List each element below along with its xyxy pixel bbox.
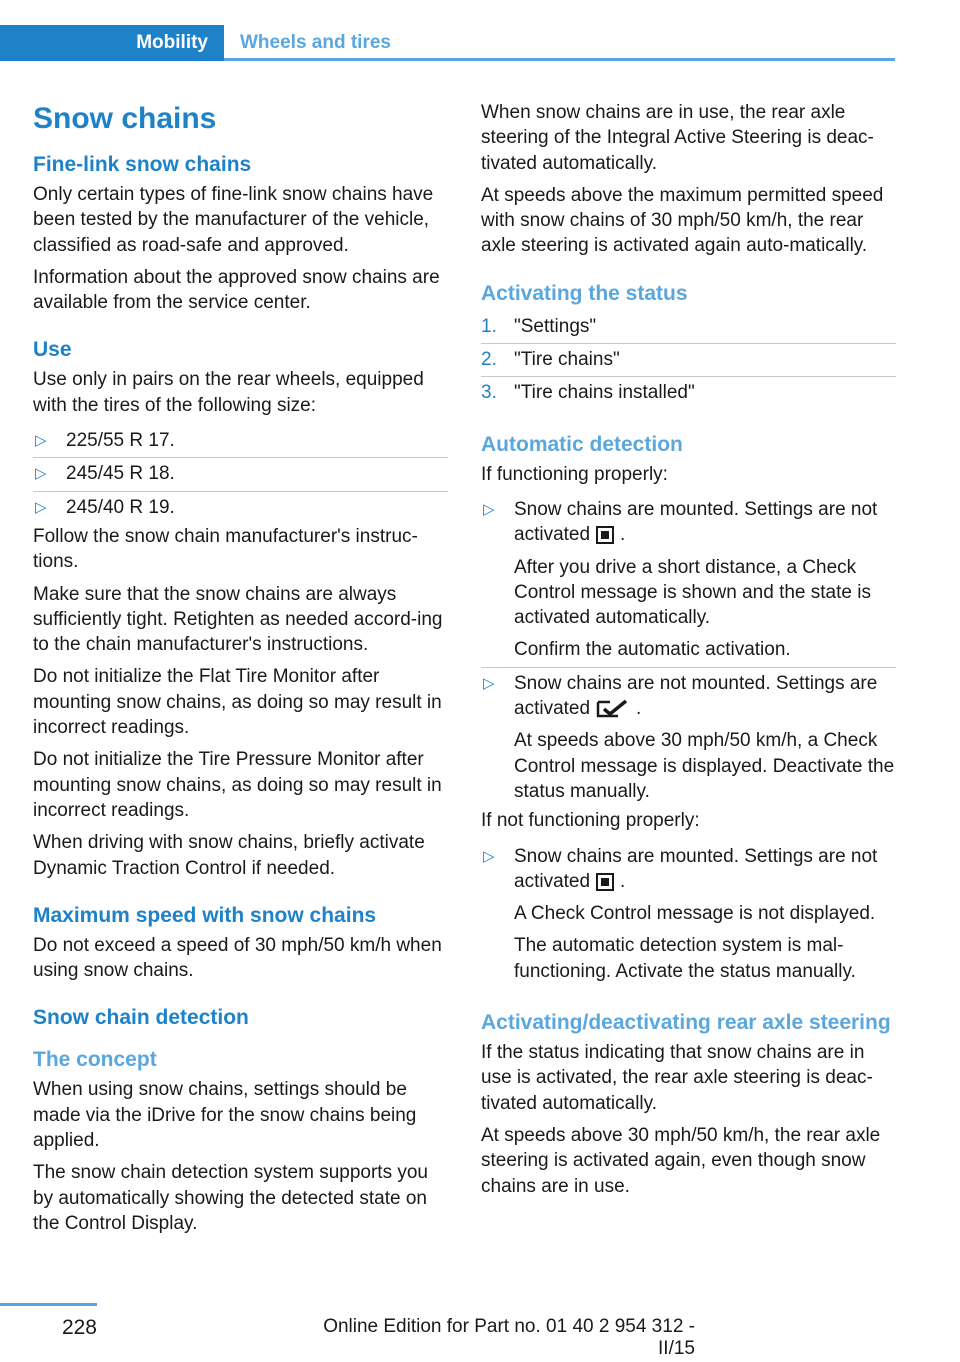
heading-rear-axle: Activating/deactivating rear axle steering [481, 1011, 891, 1035]
paragraph: The snow chain detection system supports you by automatically showing the detected state on the Control Display. [33, 1162, 428, 1234]
page-title: Snow chains [33, 102, 217, 135]
paragraph: Use only in pairs on the rear wheels, equipped with the tires of the following size: [33, 369, 424, 416]
right-column [481, 100, 896, 1206]
list-item: ▷ 225/55 R 17. [33, 425, 448, 458]
edition-footer: Online Edition for Part no. 01 40 2 954 312 - II/15 [323, 1316, 695, 1359]
list-item: ▷ 245/45 R 18. [33, 458, 448, 491]
list-item: ▷ Snow chains are mounted. Settings are not activated . After you drive a short distance, a Check Control message is shown and the state is activated automatically. Confirm the automatic activation. [481, 494, 896, 668]
paragraph: Make sure that the snow chains are always sufficiently tight. Retighten as needed accord‐ing to the chain manufacturer's instructions. [33, 583, 443, 656]
tab-mobility: Mobility [0, 25, 224, 61]
paragraph: Follow the snow chain manufacturer's instruc‐tions. [33, 525, 418, 573]
paragraph: At speeds above 30 mph/50 km/h, the rear axle steering is activated again, even though snow chains are in use. [481, 1124, 881, 1197]
page-number-rule [0, 1303, 97, 1306]
checkbox-unchecked-icon [596, 526, 614, 544]
paragraph: If functioning properly: [481, 463, 668, 485]
paragraph: If the status indicating that snow chains are in use is activated, the rear axle steering is deac‐tivated automatically. [481, 1042, 873, 1114]
heading-automatic-detection: Automatic detection [481, 432, 683, 456]
left-column [33, 100, 448, 1243]
triangle-right-icon: ▷ [483, 500, 495, 518]
paragraph: Do not initialize the Flat Tire Monitor after mounting snow chains, as doing so may result in incorrect readings. [33, 666, 442, 739]
triangle-right-icon: ▷ [35, 432, 47, 450]
paragraph: Information about the approved snow chains are available from the service center. [33, 266, 440, 314]
paragraph: Only certain types of fine-link snow chains have been tested by the manufacturer of the vehicle, classified as road-safe and approved. [33, 184, 434, 256]
heading-use: Use [33, 338, 72, 362]
tire-size-list [33, 425, 448, 524]
triangle-right-icon: ▷ [35, 498, 47, 516]
step-item: 2. "Tire chains" [481, 344, 896, 377]
page-number: 228 [61, 1316, 97, 1339]
list-item: ▷ 245/40 R 19. [33, 492, 448, 524]
list-item: ▷ Snow chains are mounted. Settings are not activated . A Check Control message is not displayed. The automatic detection system is mal‐functioning. Activate the status manually. [483, 845, 878, 982]
header-rule [224, 58, 895, 61]
step-item: 3. "Tire chains installed" [481, 382, 695, 404]
paragraph: Do not initialize the Tire Pressure Monitor after mounting snow chains, as doing so may result in incorrect readings. [33, 749, 442, 821]
heading-concept: The concept [33, 1048, 157, 1072]
triangle-right-icon: ▷ [35, 465, 47, 483]
triangle-right-icon: ▷ [483, 674, 495, 692]
heading-detection: Snow chain detection [33, 1006, 249, 1030]
ok-list [481, 494, 896, 808]
heading-fine-link: Fine-link snow chains [33, 153, 252, 176]
header-tabbar [0, 25, 895, 61]
heading-activating: Activating the status [481, 281, 688, 305]
steps-list [481, 311, 896, 410]
paragraph: When driving with snow chains, briefly activate Dynamic Traction Control if needed. [33, 832, 425, 879]
step-item: 1. "Settings" [481, 311, 896, 344]
heading-max-speed: Maximum speed with snow chains [33, 903, 377, 927]
fail-list [481, 841, 896, 988]
checkbox-checked-icon [596, 699, 630, 719]
paragraph: Do not exceed a speed of 30 mph/50 km/h when using snow chains. [33, 934, 442, 982]
paragraph: At speeds above the maximum permitted speed with snow chains of 30 mph/50 km/h, the rear axle steering is activated again auto‐matically. [481, 184, 884, 257]
checkbox-unchecked-icon [596, 873, 614, 891]
paragraph: When snow chains are in use, the rear axle steering of the Integral Active Steering is deac‐tivated automatically. [481, 102, 874, 174]
tab-wheels-and-tires: Wheels and tires [240, 32, 391, 53]
paragraph: If not functioning properly: [481, 810, 700, 832]
triangle-right-icon: ▷ [483, 847, 495, 865]
list-item: ▷ Snow chains are not mounted. Settings are activated . At speeds above 30 mph/50 km/h, a Check Control message is displayed. Deactivate the status manually. [483, 672, 895, 802]
paragraph: When using snow chains, settings should be made via the iDrive for the snow chains being applied. [33, 1079, 417, 1152]
